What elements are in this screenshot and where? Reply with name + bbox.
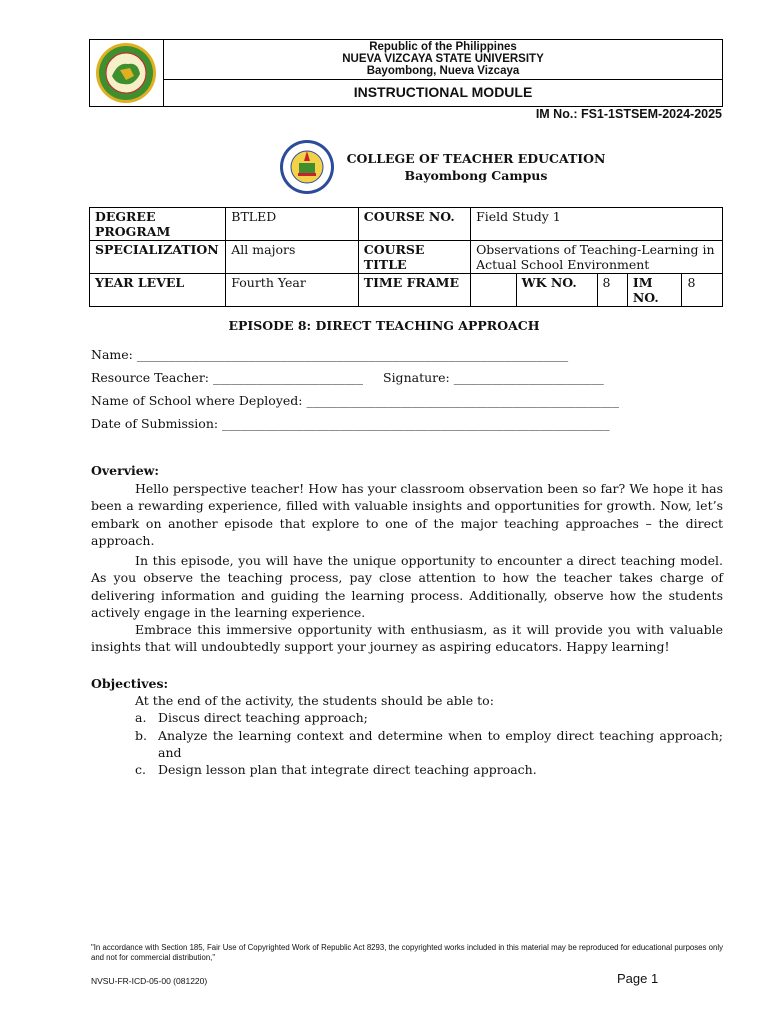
- signature-field[interactable]: Signature: ________________________: [383, 370, 604, 385]
- im-number: IM No.: FS1-1STSEM-2024-2025: [535, 107, 722, 121]
- college-seal-icon: [272, 139, 342, 195]
- list-item: [135, 761, 723, 778]
- list-item: [135, 709, 723, 726]
- specialization-label: SPECIALIZATION: [90, 241, 226, 274]
- episode-title: EPISODE 8: DIRECT TEACHING APPROACH: [228, 318, 540, 333]
- submission-date-field[interactable]: Date of Submission: ______________________________________________________________: [91, 416, 610, 431]
- school-field[interactable]: Name of School where Deployed: __________________________________________________: [91, 393, 619, 408]
- wk-no-label: WK NO.: [516, 274, 597, 307]
- course-info-table: [89, 207, 723, 307]
- specialization-value: All majors: [226, 241, 359, 274]
- table-row: [90, 241, 723, 274]
- table-row: [90, 208, 723, 241]
- university-seal-cell: [90, 40, 164, 106]
- list-item-text: Discus direct teaching approach;: [158, 710, 368, 726]
- overview-paragraph-3: Embrace this immersive opportunity with enthusiasm, as it will provide you with valuable insights that will undoubtedly support your journey as aspiring educators. Happy learning!: [91, 622, 723, 655]
- university-seal-icon: [90, 40, 163, 106]
- year-level-value: Fourth Year: [226, 274, 359, 307]
- overview-paragraph-2: In this episode, you will have the unique opportunity to encounter a direct teaching model. As you observe the teaching process, pay close attention to how the teacher takes charge of delivering information and guiding the learning process. Additionally, observe how the students actively engage in the learning experience.: [91, 553, 723, 620]
- header-university: NUEVA VIZCAYA STATE UNIVERSITY: [342, 53, 544, 65]
- list-item-text: Analyze the learning context and determine when to employ direct teaching approach; and: [158, 727, 723, 760]
- overview-paragraph-1: Hello perspective teacher! How has your classroom observation been so far? We hope it has been a rewarding experience, filled with valuable insights and opportunities for growth. Now, let’s embark on another episode that explore to one of the major teaching approaches – the direct approach.: [91, 481, 723, 548]
- college-seal: [272, 139, 342, 199]
- college-name: COLLEGE OF TEACHER EDUCATION: [346, 151, 606, 166]
- course-title-label: COURSE TITLE: [358, 241, 470, 274]
- objectives-heading: Objectives:: [91, 676, 169, 691]
- overview-heading: Overview:: [91, 463, 160, 478]
- course-no-value: Field Study 1: [471, 208, 723, 241]
- im-no-label: IM NO.: [627, 274, 682, 307]
- header-republic: Republic of the Philippines: [369, 41, 517, 53]
- page-number: Page 1: [617, 971, 659, 986]
- time-frame-label: TIME FRAME: [358, 274, 470, 307]
- resource-teacher-field[interactable]: Resource Teacher: ________________________: [91, 370, 363, 385]
- list-item: [135, 727, 723, 762]
- document-header: [89, 39, 723, 107]
- course-title-value: Observations of Teaching-Learning in Actual School Environment: [471, 241, 723, 274]
- college-name-block: [346, 150, 606, 184]
- name-field[interactable]: Name: _____________________________________________________________________: [91, 347, 569, 362]
- objectives-list: [135, 692, 723, 778]
- time-frame-value: [471, 274, 517, 307]
- list-marker: c.: [135, 762, 146, 778]
- list-item-text: Design lesson plan that integrate direct teaching approach.: [158, 762, 537, 778]
- list-marker: a.: [135, 710, 147, 726]
- header-institution: [164, 40, 722, 80]
- course-no-label: COURSE NO.: [358, 208, 470, 241]
- wk-no-value: 8: [597, 274, 627, 307]
- objectives-intro: At the end of the activity, the students should be able to:: [135, 693, 494, 708]
- degree-label: DEGREE PROGRAM: [90, 208, 226, 241]
- copyright-note: "In accordance with Section 185, Fair Use of Copyrighted Work of Republic Act 8293, the copyrighted works included in this material may be reproduced for educational purposes only and not for commercial distribution,": [91, 943, 723, 962]
- list-marker: b.: [135, 727, 147, 743]
- module-title: INSTRUCTIONAL MODULE: [353, 84, 533, 100]
- year-level-label: YEAR LEVEL: [90, 274, 226, 307]
- college-campus: Bayombong Campus: [404, 168, 548, 183]
- header-location: Bayombong, Nueva Vizcaya: [366, 65, 520, 77]
- form-code: NVSU-FR-ICD-05-00 (081220): [91, 976, 208, 986]
- degree-value: BTLED: [226, 208, 359, 241]
- im-no-value: 8: [682, 274, 723, 307]
- table-row: [90, 274, 723, 307]
